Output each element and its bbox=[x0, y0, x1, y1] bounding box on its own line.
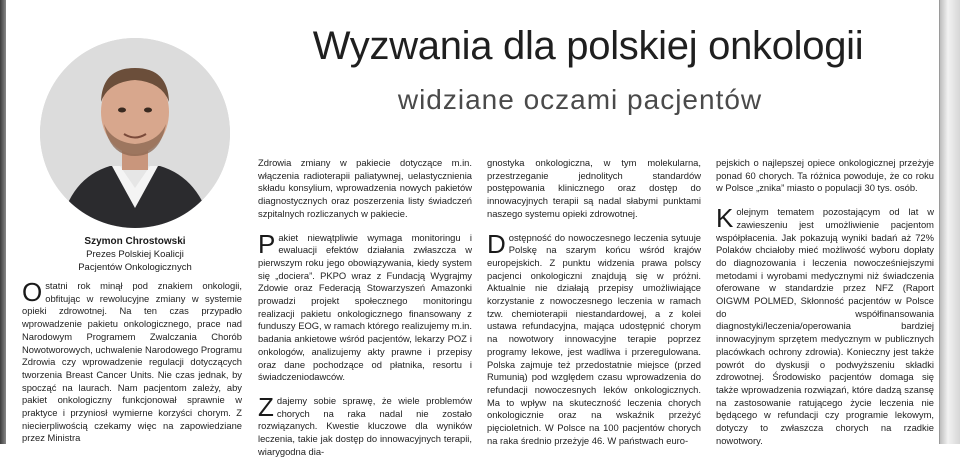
paragraph-text: pejskich o najlepszej opiece onkologicznej przeżyje ponad 60 chorych. Ta różnica powoduje, że co roku w Polsce „znika” miasto o populacji 30 tys. osób. bbox=[716, 157, 934, 194]
drop-cap: Z bbox=[258, 391, 274, 422]
text-column-3 bbox=[487, 157, 701, 447]
article-title: Wyzwania dla polskiej onkologii bbox=[312, 24, 864, 68]
paragraph bbox=[22, 277, 242, 445]
author-role-line-2: Pacjentów Onkologicznych bbox=[78, 262, 192, 273]
paragraph-text: ostępność do nowoczesnego leczenia sytuuje Polskę na szarym końcu wśród krajów europejskich. Z punktu widzenia prawa polscy pacjenci onkologiczni znajdują się w próżni. Aktualnie nie działają przepisy umożliwiające korzystanie z nowoczesnego leczenia w ramach tzw. chemioterapii niestandardowej, a z kolei ustawa refundacyjna, mająca udostępnić chorym na nowotwory innowacyjne terapie poprzez programy lekowe, jest wadliwa i przeregulowana. Polska zajmuje też przedostatnie miejsce (przed Rumunią) pod względem czasu wprowadzenia do refundacji nowoczesnych leków onkologicznych. Ma to wpływ na skuteczność leczenia chorych onkologicznie oraz na wskaźnik przeżyć pięcioletnich. W Polsce na 100 pacjentów chorych na raka średnio przeżyje 46. W państwach euro- bbox=[487, 231, 701, 446]
author-caption bbox=[20, 235, 250, 274]
paragraph bbox=[487, 228, 701, 448]
paragraph bbox=[258, 157, 472, 221]
paragraph bbox=[258, 228, 472, 384]
text-column-4 bbox=[716, 157, 934, 447]
author-portrait bbox=[40, 38, 230, 228]
article-subtitle: widziane oczami pacjentów bbox=[397, 84, 763, 115]
drop-cap: O bbox=[22, 277, 43, 307]
paragraph bbox=[258, 391, 472, 458]
text-column-1 bbox=[22, 277, 242, 445]
viewer-left-edge bbox=[0, 0, 6, 444]
author-name: Szymon Chrostowski bbox=[84, 236, 186, 247]
paragraph bbox=[716, 203, 934, 447]
paragraph-text: dajemy sobie sprawę, że wiele problemów chorych na raka nadal nie zostało rozwiązanych. Kwestie kluczowe dla wyników leczenia, takie jak dostęp do innowacyjnych terapii, wiarygodna dia- bbox=[258, 394, 472, 457]
paragraph bbox=[716, 157, 934, 195]
drop-cap: P bbox=[258, 228, 276, 259]
paragraph bbox=[487, 157, 701, 221]
drop-cap: D bbox=[487, 228, 506, 259]
paragraph-text: olejnym tematem pozostającym od lat w zawieszeniu jest umożliwienie pacjentom współpłacenia. Jak pokazują wyniki badań aż 72% Polaków chciałoby mieć możliwość wyboru dopłaty do diagnozowania i leczenia nowocześniejszymi metodami i wyrobami medycznymi niż świadczenia oferowane w standardzie przez NFZ (Raport OIGWM POLMED, Skłonność pacjentów w Polsce do współfinansowania diagnostyki/leczenia/operowania bardziej innowacyjnym sprzętem medycznym w publicznych placówkach ochrony zdrowia). Konieczny jest także powrót do dyskusji o podwyższeniu składki zdrowotnej. Środowisko pacjentów domaga się także wprowadzenia rozwiązań, które dadzą szansę na zastosowanie ratującego życie leczenia nie będącego w refundacji czy programie lekowym, dotyczy to zwłaszcza chorych na rzadkie nowotwory. bbox=[716, 206, 934, 446]
viewer-scrollbar[interactable] bbox=[939, 0, 960, 444]
paragraph-text: akiet niewątpliwie wymaga monitoringu i ewaluacji efektów działania zwłaszcza w pierwszym roku jego obowiązywania, kiedy system się „docierа”. PKPO wraz z Fundacją Wygrajmy Zdowie oraz Federacją Stowarzyszeń Amazonki prowadzi projekt społecznego monitoringu realizacji pakietu onkologicznego finansowany z funduszy EOG, w ramach którego realizujemy m.in. badania ankietowe wśród pacjentów, lekarzy POZ i onkologów, analizujemy akty prawne i przepisy oraz dane pochodzące od płatnika, resortu i świadczeniodawców. bbox=[258, 231, 472, 383]
author-role-line-1: Prezes Polskiej Koalicji bbox=[86, 249, 184, 260]
text-column-2 bbox=[258, 157, 472, 458]
paragraph-text: statni rok minął pod znakiem onkologii, obfitując w rewolucyjne zmiany w systemie opieki zdrowotnej. Na ten czas przypadło wprowadzenie pakietu onkologicznego, prace nad Narodowym Programem Zwalczania Chorób Nowotworowych, uchwalenie Narodowego Programu Zdrowia czy wprowadzenie regulacji dotyczących tworzenia Breast Cancer Units. Nie czas jednak, by spocząć na laurach. Nam pacjentom zależy, aby pakiet onkologiczny funkcjonował sprawnie w praktyce i przyniosł wymierne korzyści chorym. Z niecierpliwością czekamy więc na zapowiedziane przez Ministra bbox=[22, 280, 242, 444]
portrait-illustration bbox=[40, 38, 230, 228]
paragraph-text: gnostyka onkologiczna, w tym molekularna, przestrzeganie jednolitych standardów postępowania klinicznego oraz dostęp do innowacyjnych terapii są nadal słabymi punktami naszego systemu opieki zdrowotnej. bbox=[487, 157, 701, 219]
paragraph-text: Zdrowia zmiany w pakiecie dotyczące m.in. włączenia radioterapii paliatywnej, uelastycznienia składu konsylium, wprowadzenia nowych pakietów diagnostycznych oraz poszerzenia listy świadczeń szpitalnych rozliczanych w pakiecie. bbox=[258, 157, 472, 219]
drop-cap: K bbox=[716, 203, 734, 234]
